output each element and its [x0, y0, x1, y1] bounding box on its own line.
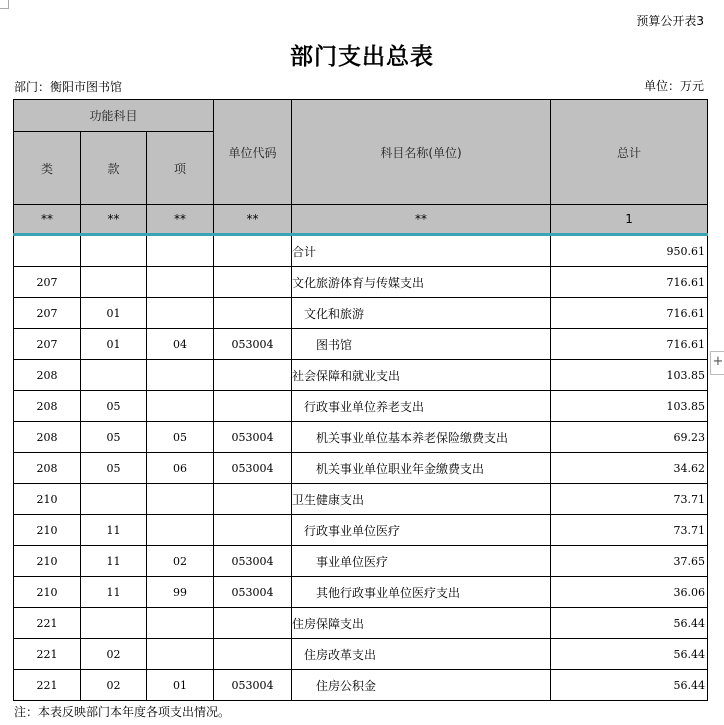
cell-subject-name: 社会保障和就业支出	[292, 360, 551, 391]
cell-amount: 56.44	[551, 670, 708, 701]
cell-xiang	[147, 484, 214, 515]
cell-unit-code	[214, 235, 292, 267]
cell-xiang	[147, 267, 214, 298]
cell-kuan: 01	[81, 298, 147, 329]
cell-lei: 207	[14, 298, 81, 329]
table-row	[14, 608, 708, 639]
table-row	[14, 360, 708, 391]
star-cell: 1	[551, 205, 708, 235]
star-cell: **	[14, 205, 81, 235]
cell-kuan	[81, 484, 147, 515]
cell-lei: 210	[14, 577, 81, 608]
cell-lei: 221	[14, 608, 81, 639]
cell-unit-code	[214, 298, 292, 329]
cell-unit-code: 053004	[214, 577, 292, 608]
cell-xiang	[147, 391, 214, 422]
cell-unit-code	[214, 484, 292, 515]
cell-lei: 208	[14, 360, 81, 391]
cell-subject-name: 机关事业单位基本养老保险缴费支出	[292, 422, 551, 453]
cell-kuan	[81, 235, 147, 267]
footnote: 注：本表反映部门本年度各项支出情况。	[14, 705, 231, 719]
cell-subject-name: 行政事业单位养老支出	[292, 391, 551, 422]
header-unit-code: 单位代码	[214, 100, 292, 205]
cell-lei	[14, 235, 81, 267]
cell-subject-name: 文化旅游体育与传媒支出	[292, 267, 551, 298]
cell-subject-name: 图书馆	[292, 329, 551, 360]
cell-lei: 208	[14, 453, 81, 484]
header-lei: 类	[14, 132, 81, 205]
cell-amount: 716.61	[551, 329, 708, 360]
cell-lei: 207	[14, 267, 81, 298]
cell-lei: 207	[14, 329, 81, 360]
cell-kuan: 11	[81, 515, 147, 546]
cell-xiang: 02	[147, 546, 214, 577]
cell-lei: 208	[14, 391, 81, 422]
cell-kuan: 11	[81, 577, 147, 608]
cell-xiang: 01	[147, 670, 214, 701]
cell-unit-code	[214, 515, 292, 546]
table-row	[14, 298, 708, 329]
header-kuan: 款	[81, 132, 147, 205]
cell-amount: 36.06	[551, 577, 708, 608]
cell-xiang: 99	[147, 577, 214, 608]
cell-amount: 103.85	[551, 391, 708, 422]
header-subject-name: 科目名称(单位)	[292, 100, 551, 205]
cell-xiang	[147, 515, 214, 546]
table-row	[14, 329, 708, 360]
cell-amount: 950.61	[551, 235, 708, 267]
cell-unit-code	[214, 360, 292, 391]
cell-lei: 221	[14, 639, 81, 670]
cell-unit-code: 053004	[214, 329, 292, 360]
cell-subject-name: 合计	[292, 235, 551, 267]
cell-amount: 716.61	[551, 298, 708, 329]
header-func-subject: 功能科目	[14, 100, 214, 132]
table-row	[14, 453, 708, 484]
cell-unit-code: 053004	[214, 546, 292, 577]
cell-subject-name: 其他行政事业单位医疗支出	[292, 577, 551, 608]
cell-kuan: 01	[81, 329, 147, 360]
cell-xiang	[147, 639, 214, 670]
page-title: 部门支出总表	[290, 43, 434, 70]
table-row	[14, 546, 708, 577]
cell-kuan	[81, 360, 147, 391]
cell-amount: 73.71	[551, 515, 708, 546]
cell-unit-code	[214, 608, 292, 639]
cell-subject-name: 文化和旅游	[292, 298, 551, 329]
table-row	[14, 391, 708, 422]
cell-amount: 69.23	[551, 422, 708, 453]
cell-subject-name: 住房公积金	[292, 670, 551, 701]
cell-xiang	[147, 235, 214, 267]
table-row	[14, 577, 708, 608]
cell-amount: 73.71	[551, 484, 708, 515]
cell-xiang: 04	[147, 329, 214, 360]
table-row	[14, 267, 708, 298]
cell-amount: 56.44	[551, 639, 708, 670]
cell-xiang	[147, 298, 214, 329]
cell-amount: 37.65	[551, 546, 708, 577]
star-cell: **	[81, 205, 147, 235]
expand-plus-button[interactable]: +	[710, 351, 724, 375]
cell-amount: 34.62	[551, 453, 708, 484]
cell-subject-name: 行政事业单位医疗	[292, 515, 551, 546]
cell-subject-name: 住房保障支出	[292, 608, 551, 639]
star-row	[14, 205, 708, 235]
cell-kuan: 05	[81, 453, 147, 484]
cell-amount: 103.85	[551, 360, 708, 391]
cell-unit-code: 053004	[214, 670, 292, 701]
cell-xiang	[147, 360, 214, 391]
cell-amount: 56.44	[551, 608, 708, 639]
cell-kuan: 05	[81, 422, 147, 453]
star-cell: **	[147, 205, 214, 235]
cell-unit-code	[214, 267, 292, 298]
star-cell: **	[292, 205, 551, 235]
cell-lei: 208	[14, 422, 81, 453]
header-xiang: 项	[147, 132, 214, 205]
cell-unit-code: 053004	[214, 453, 292, 484]
cell-subject-name: 卫生健康支出	[292, 484, 551, 515]
table-row	[14, 484, 708, 515]
table-row	[14, 515, 708, 546]
cell-kuan: 02	[81, 670, 147, 701]
table-row	[14, 639, 708, 670]
cell-amount: 716.61	[551, 267, 708, 298]
header-total: 总计	[551, 100, 708, 205]
cell-lei: 221	[14, 670, 81, 701]
expenditure-table	[13, 99, 708, 701]
cell-lei: 210	[14, 546, 81, 577]
table-row	[14, 422, 708, 453]
cell-unit-code	[214, 391, 292, 422]
table-row	[14, 670, 708, 701]
cell-subject-name: 机关事业单位职业年金缴费支出	[292, 453, 551, 484]
cell-kuan: 02	[81, 639, 147, 670]
cell-kuan	[81, 267, 147, 298]
doc-code: 预算公开表3	[636, 14, 704, 28]
cell-unit-code: 053004	[214, 422, 292, 453]
cell-subject-name: 住房改革支出	[292, 639, 551, 670]
star-cell: **	[214, 205, 292, 235]
cell-lei: 210	[14, 484, 81, 515]
department-label: 部门：衡阳市图书馆	[14, 80, 123, 94]
corner-mark	[0, 0, 9, 9]
cell-kuan	[81, 608, 147, 639]
cell-xiang: 05	[147, 422, 214, 453]
cell-lei: 210	[14, 515, 81, 546]
table-row	[14, 235, 708, 267]
cell-kuan: 05	[81, 391, 147, 422]
cell-xiang: 06	[147, 453, 214, 484]
cell-kuan: 11	[81, 546, 147, 577]
cell-unit-code	[214, 639, 292, 670]
cell-subject-name: 事业单位医疗	[292, 546, 551, 577]
unit-label: 单位：万元	[643, 79, 704, 93]
cell-xiang	[147, 608, 214, 639]
